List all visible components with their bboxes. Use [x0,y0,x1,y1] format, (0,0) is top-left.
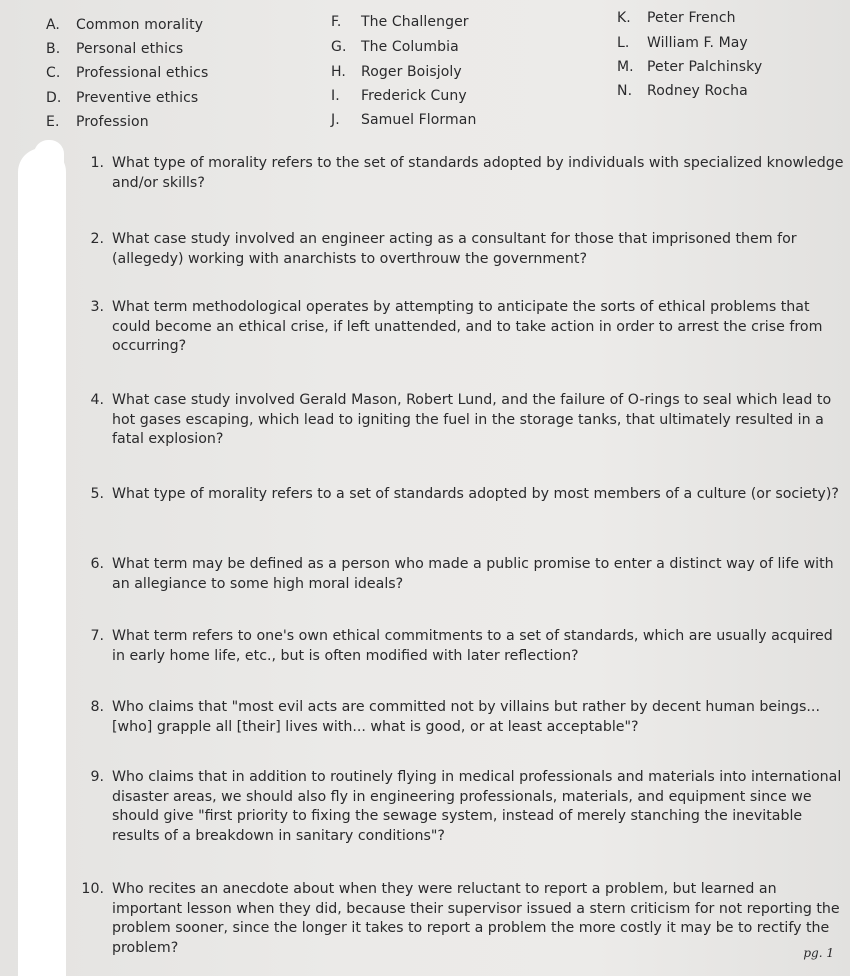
question-number: 10. [81,881,104,897]
question-5 [78,485,848,505]
question-number: 1. [90,155,104,171]
question-text: What case study involved Gerald Mason, Robert Lund, and the failure of O-rings to seal which lead to hot gases escaping, which lead to igniting the fuel in the storage tanks, that ultimately resulted in a fatal explosion? [112,392,832,447]
option-text: Peter French [647,10,736,26]
option-text: Common morality [76,17,204,33]
question-text: What term methodological operates by attempting to anticipate the sorts of ethical problems that could become an ethical crise, if left unattended, and to take action in order to arrest the crise from occurring? [112,299,823,354]
question-number: 4. [90,392,104,408]
option-text: Frederick Cuny [361,88,467,104]
page-number: pg. 1 [803,946,834,960]
option-letter: M. [617,59,634,75]
option-text: Profession [76,114,149,130]
option-letter: F. [331,14,342,30]
question-1 [78,154,848,193]
option-letter: C. [46,65,61,81]
question-number: 2. [90,231,104,247]
question-text: Who claims that "most evil acts are committed not by villains but rather by decent human beings... [who] grapple all [their] lives with... what is good, or at least acceptable"? [112,699,820,735]
question-3 [78,298,848,357]
question-4 [78,391,848,450]
option-letter: J. [331,112,340,128]
question-number: 3. [90,299,104,315]
option-letter: H. [331,64,346,80]
option-text: The Challenger [361,14,469,30]
option-letter: K. [617,10,631,26]
question-8 [78,698,848,737]
option-text: Preventive ethics [76,90,199,106]
option-letter: I. [331,88,340,104]
option-text: Samuel Florman [361,112,477,128]
option-text: Professional ethics [76,65,209,81]
question-7 [78,627,848,666]
option-letter: E. [46,114,60,130]
question-text: What term may be defined as a person who made a public promise to enter a distinct way of life with an allegiance to some high moral ideals? [112,556,834,592]
option-letter: L. [617,35,630,51]
option-text: Rodney Rocha [647,83,748,99]
question-text: What case study involved an engineer acting as a consultant for those that imprisoned them for (allegedy) working with anarchists to overthrouw the government? [112,231,797,267]
option-letter: D. [46,90,62,106]
question-number: 5. [90,486,104,502]
question-text: Who recites an anecdote about when they were reluctant to report a problem, but learned an important lesson when they did, because their supervisor issued a stern criticism for not reporting the problem sooner, since the longer it takes to report a problem the more costly it may be to rectify the problem? [112,881,840,956]
question-text: What type of morality refers to a set of standards adopted by most members of a culture (or society)? [112,486,839,502]
option-text: William F. May [647,35,748,51]
question-text: Who claims that in addition to routinely flying in medical professionals and materials into international disaster areas, we should also fly in engineering professionals, materials, and equipment since we should give "first priority to fixing the sewage system, instead of merely stanching the inevitable results of a breakdown in sanitary conditions"? [112,769,842,844]
question-6 [78,555,848,594]
question-number: 7. [90,628,104,644]
question-number: 6. [90,556,104,572]
question-10 [78,880,848,958]
option-text: Roger Boisjoly [361,64,462,80]
option-letter: B. [46,41,61,57]
question-2 [78,230,848,269]
option-text: Personal ethics [76,41,184,57]
question-number: 9. [90,769,104,785]
option-text: The Columbia [361,39,459,55]
option-text: Peter Palchinsky [647,59,763,75]
question-text: What type of morality refers to the set of standards adopted by individuals with specialized knowledge and/or skills? [112,155,844,191]
option-letter: A. [46,17,60,33]
question-9 [78,768,848,846]
option-letter: G. [331,39,347,55]
question-number: 8. [90,699,104,715]
option-letter: N. [617,83,633,99]
question-text: What term refers to one's own ethical commitments to a set of standards, which are usually acquired in early home life, etc., but is often modified with later reflection? [112,628,833,664]
